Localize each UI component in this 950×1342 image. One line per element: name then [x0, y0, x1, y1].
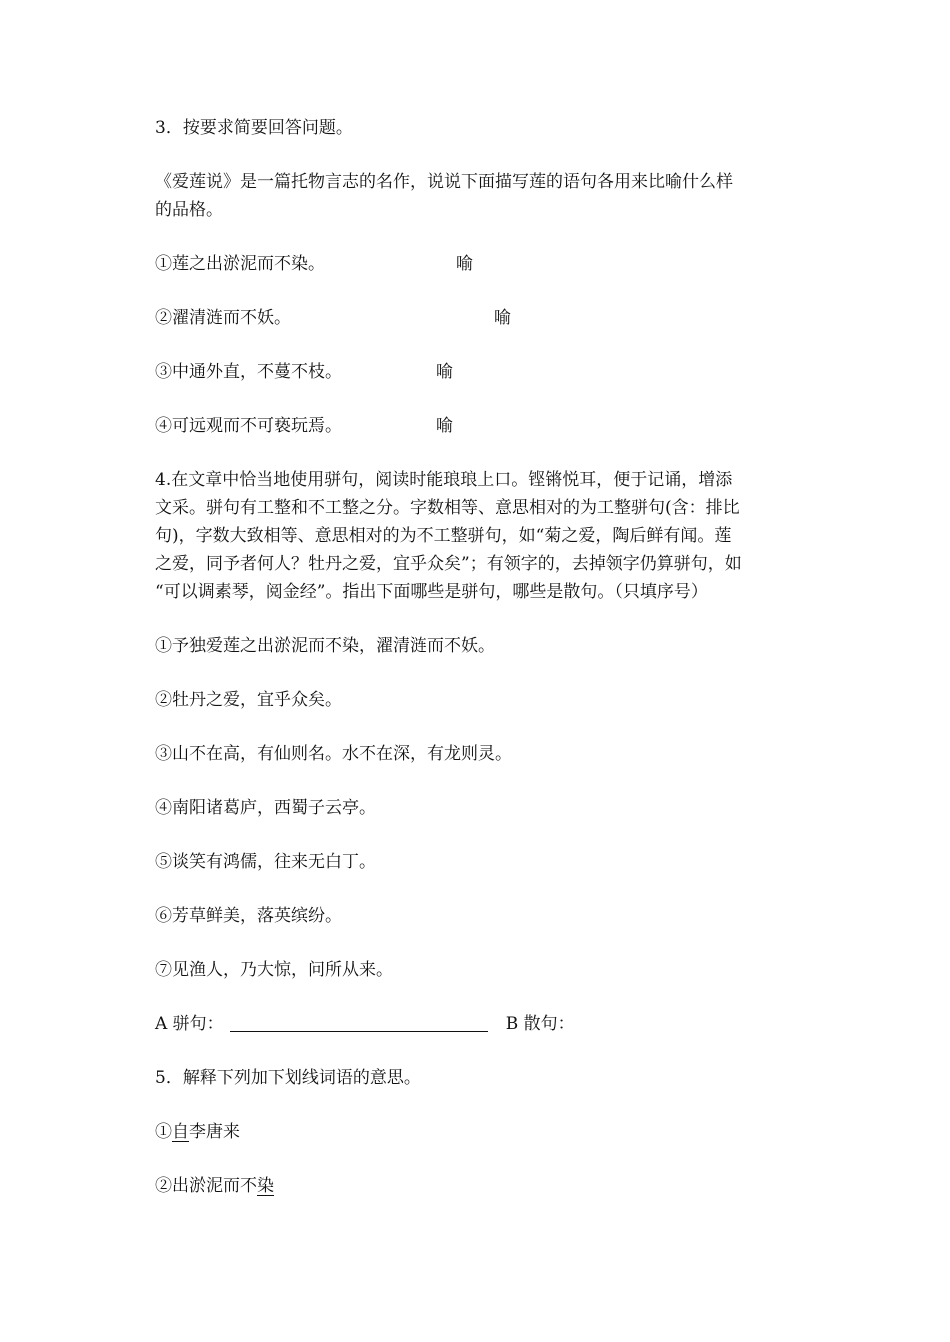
q5-title: 5．解释下列加下划线词语的意思。 [155, 1068, 421, 1088]
q4-item-4: ④南阳诸葛庐，西蜀子云亭。 [155, 798, 376, 818]
q3-item-1-answer: 喻 [456, 254, 473, 274]
q3-item-3-answer: 喻 [436, 362, 453, 382]
answer-b-label: B 散句： [505, 1014, 575, 1034]
q5-item-2-num: ② [155, 1176, 172, 1196]
q4-item-5: ⑤谈笑有鸿儒，往来无白丁。 [155, 852, 376, 872]
q5-item-1-num: ① [155, 1122, 172, 1142]
q3-item-2-answer: 喻 [494, 308, 511, 328]
q3-item-3: ③中通外直，不蔓不枝。 [155, 362, 342, 382]
q5-item-2 [155, 1172, 274, 1200]
q3-item-4: ④可远观而不可亵玩焉。 [155, 416, 342, 436]
q3-intro-line1: 《爱莲说》是一篇托物言志的名作，说说下面描写莲的语句各用来比喻什么样 [155, 172, 733, 192]
q4-line-2: 文采。骈句有工整和不工整之分。字数相等、意思相对的为工整骈句(含：排比 [155, 498, 740, 518]
answer-a-blank[interactable] [230, 1013, 488, 1032]
q4-line-3: 句)，字数大致相等、意思相对的为不工整骈句，如“菊之爱，陶后鲜有闻。莲 [155, 526, 732, 546]
q5-item-1-rest: 李唐来 [189, 1122, 240, 1142]
q4-item-2: ②牡丹之爱，宜乎众矣。 [155, 690, 342, 710]
q4-item-3: ③山不在高，有仙则名。水不在深，有龙则灵。 [155, 744, 512, 764]
q4-item-6: ⑥芳草鲜美，落英缤纷。 [155, 906, 342, 926]
q5-item-1-underlined-word: 自 [172, 1122, 189, 1142]
q4-answer-row [155, 1010, 575, 1038]
q4-item-1: ①予独爱莲之出淤泥而不染，濯清涟而不妖。 [155, 636, 495, 656]
q4-line-1: 4.在文章中恰当地使用骈句，阅读时能琅琅上口。铿锵悦耳，便于记诵，增添 [155, 470, 733, 490]
answer-a-label: A 骈句： [155, 1014, 224, 1034]
q3-item-1: ①莲之出淤泥而不染。 [155, 254, 325, 274]
q5-item-1 [155, 1118, 240, 1146]
q4-item-7: ⑦见渔人，乃大惊，问所从来。 [155, 960, 393, 980]
q5-item-2-pre: 出淤泥而不 [172, 1176, 257, 1196]
q3-title: 3．按要求简要回答问题。 [155, 118, 353, 138]
q3-intro-line2: 的品格。 [155, 200, 223, 220]
q3-item-4-answer: 喻 [436, 416, 453, 436]
q3-item-2: ②濯清涟而不妖。 [155, 308, 291, 328]
q5-item-2-underlined-word: 染 [257, 1176, 274, 1196]
q4-line-4: 之爱，同予者何人？牡丹之爱，宜乎众矣”；有领字的，去掉领字仍算骈句，如 [155, 554, 742, 574]
q4-line-5: “可以调素琴，阅金经”。指出下面哪些是骈句，哪些是散句。（只填序号） [155, 582, 708, 602]
